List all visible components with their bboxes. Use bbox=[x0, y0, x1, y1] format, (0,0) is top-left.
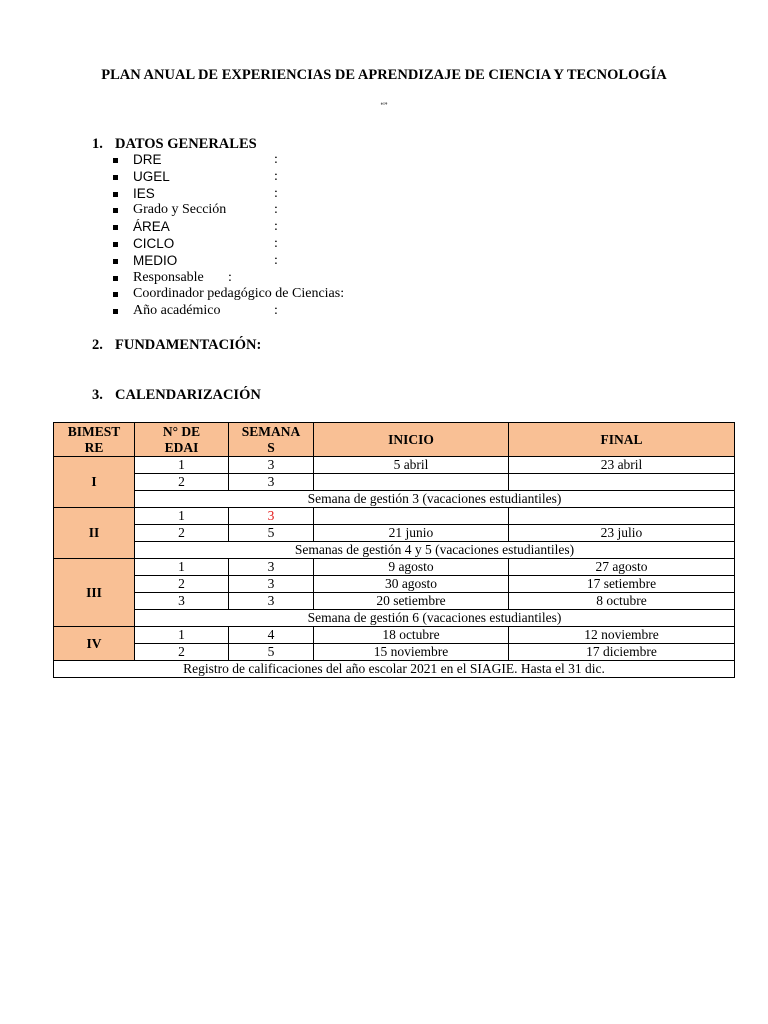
field-label: DRE bbox=[133, 152, 162, 167]
bimestre-cell: I bbox=[54, 457, 135, 508]
table-row bbox=[54, 644, 735, 661]
semanas-cell: 3 bbox=[229, 508, 314, 525]
final-cell: 8 octubre bbox=[509, 593, 735, 610]
final-cell: 23 abril bbox=[509, 457, 735, 474]
inicio-cell: 15 noviembre bbox=[314, 644, 509, 661]
field-colon: : bbox=[274, 202, 278, 218]
header-line: N° DE bbox=[162, 423, 201, 439]
note-cell: Semanas de gestión 4 y 5 (vacaciones estudiantiles) bbox=[135, 542, 735, 559]
bullet-icon bbox=[113, 259, 118, 264]
final-cell: 23 julio bbox=[509, 525, 735, 542]
edai-cell: 1 bbox=[135, 457, 229, 474]
edai-cell: 2 bbox=[135, 644, 229, 661]
inicio-cell: 9 agosto bbox=[314, 559, 509, 576]
field-label: Año académico bbox=[133, 303, 221, 319]
field-colon: : bbox=[274, 219, 278, 235]
edai-cell: 1 bbox=[135, 559, 229, 576]
final-cell bbox=[509, 508, 735, 525]
bullet-icon bbox=[113, 192, 118, 197]
table-row bbox=[54, 491, 735, 508]
field-label: ÁREA bbox=[133, 219, 170, 235]
table-row bbox=[54, 627, 735, 644]
semanas-cell: 5 bbox=[229, 644, 314, 661]
bullet-icon bbox=[113, 242, 118, 247]
header-edai bbox=[135, 423, 229, 457]
note-cell: Semana de gestión 6 (vacaciones estudiantiles) bbox=[135, 610, 735, 627]
semanas-cell: 3 bbox=[229, 576, 314, 593]
header-line: EDAI bbox=[164, 439, 199, 455]
final-cell: 17 setiembre bbox=[509, 576, 735, 593]
final-cell: 27 agosto bbox=[509, 559, 735, 576]
inicio-cell: 20 setiembre bbox=[314, 593, 509, 610]
semanas-cell: 5 bbox=[229, 525, 314, 542]
inicio-cell bbox=[314, 474, 509, 491]
field-colon: : bbox=[274, 252, 278, 268]
field-label: Coordinador pedagógico de Ciencias: bbox=[133, 286, 345, 302]
note-cell: Semana de gestión 3 (vacaciones estudiantiles) bbox=[135, 491, 735, 508]
bimestre-cell: II bbox=[54, 508, 135, 559]
section-number: 3. bbox=[92, 387, 103, 403]
edai-cell: 1 bbox=[135, 627, 229, 644]
header-line: RE bbox=[84, 439, 104, 455]
semanas-cell: 3 bbox=[229, 593, 314, 610]
inicio-cell: 18 octubre bbox=[314, 627, 509, 644]
bimestre-cell: IV bbox=[54, 627, 135, 661]
final-cell: 17 diciembre bbox=[509, 644, 735, 661]
header-semanas bbox=[229, 423, 314, 457]
field-colon: : bbox=[274, 303, 278, 319]
field-label: UGEL bbox=[133, 168, 170, 184]
field-label: MEDIO bbox=[133, 252, 178, 268]
section-title: DATOS GENERALES bbox=[115, 136, 257, 152]
final-cell bbox=[509, 474, 735, 491]
quote-mark: “” bbox=[380, 101, 388, 110]
final-cell: 12 noviembre bbox=[509, 627, 735, 644]
calendar-table bbox=[53, 422, 735, 678]
inicio-cell bbox=[314, 508, 509, 525]
section-title: CALENDARIZACIÓN bbox=[115, 387, 261, 403]
inicio-cell: 5 abril bbox=[314, 457, 509, 474]
section-title: FUNDAMENTACIÓN: bbox=[115, 337, 262, 353]
edai-cell: 1 bbox=[135, 508, 229, 525]
table-row bbox=[54, 593, 735, 610]
semanas-cell: 3 bbox=[229, 559, 314, 576]
section-number: 1. bbox=[92, 136, 103, 152]
field-label: Responsable bbox=[133, 269, 204, 285]
header-line: BIMEST bbox=[67, 423, 121, 439]
edai-cell: 2 bbox=[135, 525, 229, 542]
semanas-cell: 4 bbox=[229, 627, 314, 644]
table-row bbox=[54, 508, 735, 525]
section-fundamentacion bbox=[92, 336, 261, 354]
edai-cell: 2 bbox=[135, 576, 229, 593]
document-title: PLAN ANUAL DE EXPERIENCIAS DE APRENDIZAJE DE CIENCIA Y TECNOLOGÍA bbox=[101, 67, 667, 83]
table-row bbox=[54, 610, 735, 627]
header-line: S bbox=[267, 439, 275, 455]
inicio-cell: 30 agosto bbox=[314, 576, 509, 593]
bullet-icon bbox=[113, 208, 118, 213]
header-bimestre bbox=[54, 423, 135, 457]
table-row bbox=[54, 457, 735, 474]
semanas-cell: 3 bbox=[229, 457, 314, 474]
bullet-icon bbox=[113, 225, 118, 230]
field-colon: : bbox=[228, 269, 232, 285]
field-label: IES bbox=[133, 185, 155, 201]
bullet-icon bbox=[113, 276, 118, 281]
inicio-cell: 21 junio bbox=[314, 525, 509, 542]
section-datos-generales bbox=[92, 135, 257, 153]
bullet-icon bbox=[113, 158, 118, 163]
table-row bbox=[54, 661, 735, 678]
table-row bbox=[54, 525, 735, 542]
section-calendarizacion bbox=[92, 386, 261, 404]
field-label: Grado y Sección bbox=[133, 202, 227, 218]
table-row bbox=[54, 542, 735, 559]
field-colon: : bbox=[274, 235, 278, 251]
table-row bbox=[54, 559, 735, 576]
bimestre-cell: III bbox=[54, 559, 135, 627]
table-row bbox=[54, 576, 735, 593]
semanas-cell: 3 bbox=[229, 474, 314, 491]
section-number: 2. bbox=[92, 337, 103, 353]
edai-cell: 2 bbox=[135, 474, 229, 491]
bullet-icon bbox=[113, 175, 118, 180]
field-label: CICLO bbox=[133, 235, 175, 251]
field-colon: : bbox=[274, 185, 278, 201]
field-colon: : bbox=[274, 152, 278, 167]
note-cell: Registro de calificaciones del año escolar 2021 en el SIAGIE. Hasta el 31 dic. bbox=[54, 661, 735, 678]
edai-cell: 3 bbox=[135, 593, 229, 610]
field-colon: : bbox=[274, 168, 278, 184]
header-line: SEMANA bbox=[241, 423, 301, 439]
bullet-icon bbox=[113, 292, 118, 297]
header-final: FINAL bbox=[509, 423, 735, 457]
table-header-row bbox=[54, 423, 735, 457]
table-row bbox=[54, 474, 735, 491]
header-inicio: INICIO bbox=[314, 423, 509, 457]
bullet-icon bbox=[113, 309, 118, 314]
